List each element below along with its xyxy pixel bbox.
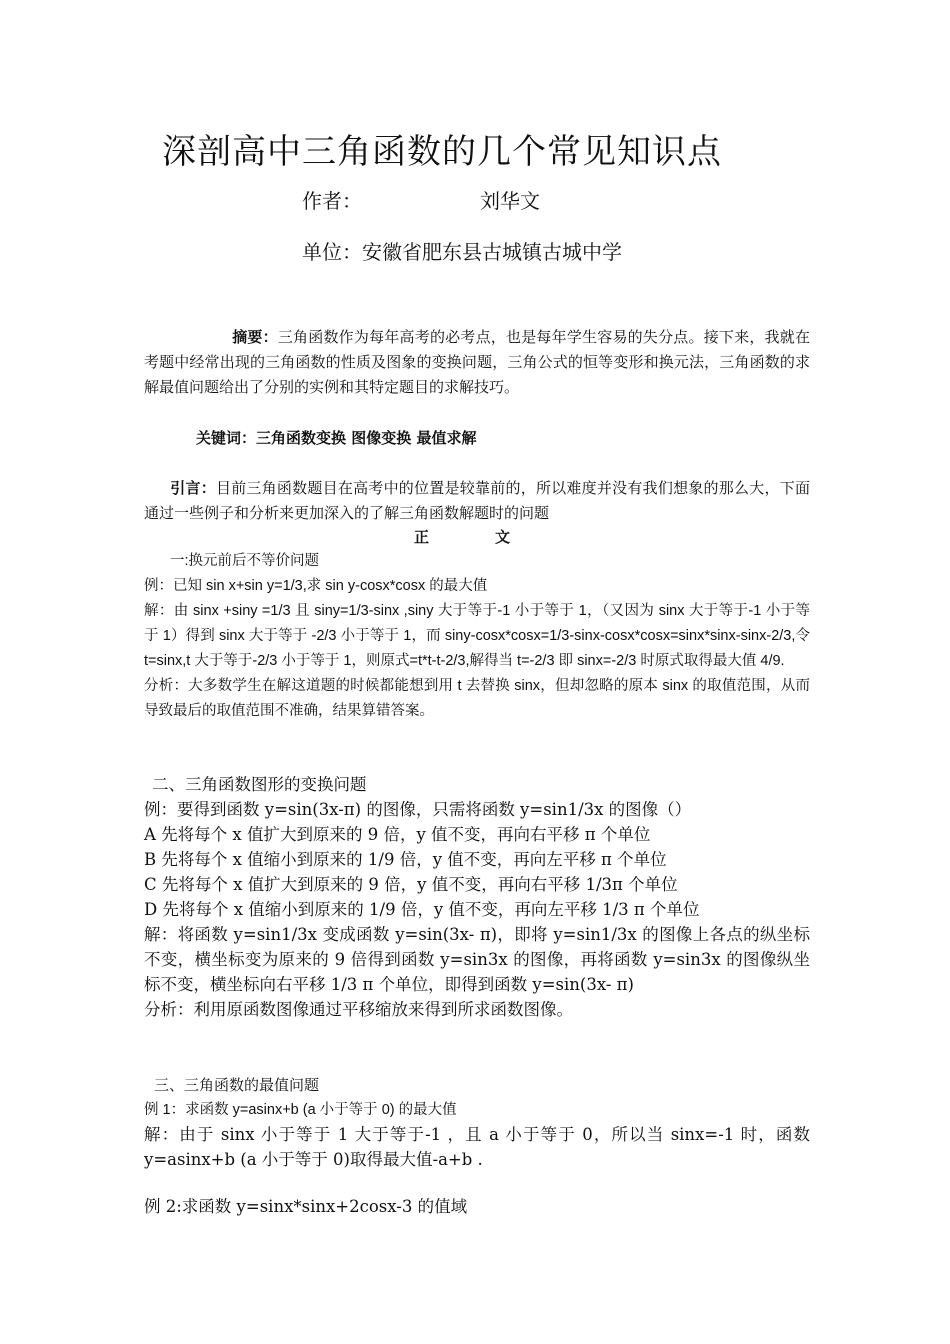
introduction [144,476,810,526]
option-a: A 先将每个 x 值扩大到原来的 9 倍，y 值不变，再向右平移 π 个单位 [144,825,651,844]
abstract-label: 摘要： [232,328,278,346]
body-heading-char-1: 正 [414,528,430,546]
section-2-example: 例：要得到函数 y=sin(3x-π) 的图像，只需将函数 y=sin1/3x 的图像（） [144,800,692,819]
section-3-heading: 三、三角函数的最值问题 [154,1076,320,1094]
section-1-solution: 解：由 sinx +siny =1/3 且 siny=1/3-sinx ,siny 大于等于-1 小于等于 1，（又因为 sinx 大于等于-1 小于等于 1）得到 sinx 大于等于 -2/3 小于等于 1，而 siny-cosx*cosx=1/3-sinx-cosx*cosx=sinx*sinx-sinx-2/3,令 t=sinx,t 大于等于-2/3 小于等于 1，则原式=t*t-t-2/3,解得当 t=-2/3 即 sinx=-2/3 时原式取得最大值 4/9. [144,603,810,669]
document-title: 深剖高中三角函数的几个常见知识点 [162,132,722,172]
section-2-heading: 二、三角函数图形的变换问题 [152,775,367,794]
option-c: C 先将每个 x 值扩大到原来的 9 倍，y 值不变，再向右平移 1/3π 个单位 [144,875,678,894]
section-1-analysis: 分析：大多数学生在解这道题的时候都能想到用 t 去替换 sinx，但却忽略的原本 sinx 的取值范围，从而导致最后的取值范围不准确，结果算错答案。 [144,678,810,719]
affiliation: 单位：安徽省肥东县古城镇古城中学 [302,240,622,264]
section-3-example-2: 例 2:求函数 y=sinx*sinx+2cosx-3 的值域 [144,1197,468,1216]
section-2-analysis: 分析：利用原函数图像通过平移缩放来得到所求函数图像。 [144,1000,573,1019]
section-3-example-1: 例 1：求函数 y=asinx+b (a 小于等于 0) 的最大值 [144,1102,457,1118]
abstract-text: 三角函数作为每年高考的必考点，也是每年学生容易的失分点。接下来，我就在考题中经常出现的三角函数的性质及图象的变换问题，三角公式的恒等变形和换元法，三角函数的求解最值问题给出了分别的实例和其特定题目的求解技巧。 [144,328,810,396]
author-line [302,186,540,216]
option-d: D 先将每个 x 值缩小到原来的 1/9 倍，y 值不变，再向左平移 1/3 π 个单位 [144,900,700,919]
section-1-example: 例：已知 sin x+sin y=1/3,求 sin y-cosx*cosx 的最大值 [144,578,488,594]
section-3-solution-1: 解：由于 sinx 小于等于 1 大于等于-1 ，且 a 小于等于 0，所以当 sinx=-1 时，函数 y=asinx+b (a 小于等于 0)取得最大值-a+b . [144,1125,810,1169]
intro-label: 引言： [170,479,216,497]
section-2-solution: 解：将函数 y=sin1/3x 变成函数 y=sin(3x- π)，即将 y=sin1/3x 的图像上各点的纵坐标不变，横坐标变为原来的 9 倍得到函数 y=sin3x 的图像，再将函数 y=sin3x 的图像纵坐标不变，横坐标向右平移 1/3 π 个单位，即得到函数 y=sin(3x- π) [144,925,810,994]
intro-text: 目前三角函数题目在高考中的位置是较靠前的，所以难度并没有我们想象的那么大，下面通过一些例子和分析来更加深入的了解三角函数解题时的问题 [144,479,810,522]
abstract [144,325,810,400]
body-heading [414,525,510,549]
option-b: B 先将每个 x 值缩小到原来的 1/9 倍，y 值不变，再向左平移 π 个单位 [144,850,667,869]
author-label: 作者： [302,189,362,213]
section-1-heading: 一:换元前后不等价问题 [170,553,320,569]
section-1 [144,549,810,724]
body-heading-char-2: 文 [495,528,511,546]
section-2 [144,772,810,1022]
section-3 [144,1072,810,1219]
author-name: 刘华文 [480,189,540,213]
keywords: 关键词：三角函数变换 图像变换 最值求解 [196,429,477,447]
